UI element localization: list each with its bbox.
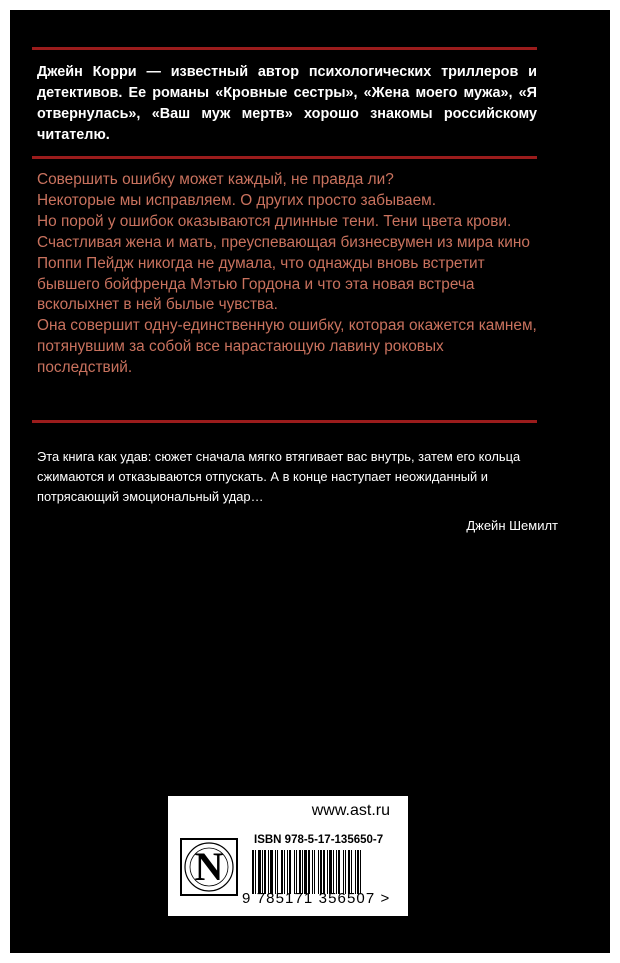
barcode-bar	[270, 850, 273, 894]
barcode-bar	[323, 850, 325, 894]
publisher-logo-icon	[180, 838, 238, 896]
barcode-bar	[312, 850, 313, 894]
barcode-bar	[299, 850, 301, 894]
isbn-label: ISBN 978-5-17-135650-7	[254, 834, 384, 846]
barcode-bar	[255, 850, 256, 894]
blurb-paragraph: Совершить ошибку может каждый, не правда ли?	[37, 171, 394, 188]
barcode-bar	[360, 850, 361, 894]
blurb-paragraph: Некоторые мы исправляем. О других просто забываем.	[37, 191, 437, 209]
barcode-bar	[333, 850, 334, 894]
barcode-bar	[294, 850, 295, 894]
barcode-bar	[329, 850, 332, 894]
barcode-panel	[168, 796, 408, 916]
ean-number: 9 785171 356507 >	[242, 890, 391, 907]
ean-barcode	[252, 850, 398, 894]
publisher-website: www.ast.ru	[311, 802, 390, 819]
middle-divider	[32, 156, 537, 159]
barcode-bar	[302, 850, 303, 894]
review-quote: Эта книга как удав: сюжет сначала мягко втягивает вас внутрь, затем его кольца сжимаются и отказываются отпускать. А в конце наступает неожиданный и потрясающий эмоциональный удар…	[37, 449, 521, 504]
barcode-bar	[318, 850, 319, 894]
barcode-bar	[287, 850, 288, 894]
bottom-divider	[32, 420, 537, 423]
author-bio: Джейн Корри — известный автор психологических триллеров и детективов. Ее романы «Кровные сестры», «Жена моего мужа», «Я отвернулась», «Ваш муж мертв» хорошо знакомы российскому читателю.	[37, 64, 537, 143]
barcode-bar	[327, 850, 328, 894]
top-divider	[32, 47, 537, 50]
barcode-bar	[345, 850, 346, 894]
barcode-bar	[357, 850, 359, 894]
barcode-bar	[277, 850, 278, 894]
barcode-bar	[314, 850, 315, 894]
barcode-bar	[275, 850, 276, 894]
barcode-bar	[252, 850, 254, 894]
barcode-bar	[348, 850, 350, 894]
barcode-bar	[296, 850, 297, 894]
blurb-paragraph: Но порой у ошибок оказываются длинные тени. Тени цвета крови.	[37, 212, 512, 230]
blurb-paragraph: Счастливая жена и мать, преуспевающая бизнесвумен из мира кино Поппи Пейдж никогда не думала, что однажды вновь встретит бывшего бойфренда Мэтью Гордона и что эта новая встреча всколыхнет в ней былые чувства.	[37, 233, 530, 314]
barcode-bar	[289, 850, 291, 894]
barcode-bar	[338, 850, 340, 894]
quote-author: Джейн Шемилт	[466, 518, 558, 533]
blurb-paragraph: Она совершит одну-единственную ошибку, которая окажется камнем, потянувшим за собой все нарастающую лавину роковых последствий.	[37, 317, 537, 377]
barcode-bar	[308, 850, 310, 894]
barcode-bar	[268, 850, 269, 894]
barcode-bar	[351, 850, 352, 894]
barcode-bar	[281, 850, 283, 894]
barcode-bar	[304, 850, 307, 894]
barcode-bar	[264, 850, 266, 894]
back-cover	[10, 10, 610, 953]
logo-letter: N	[194, 844, 224, 889]
barcode-bar	[355, 850, 356, 894]
barcode-bar	[336, 850, 337, 894]
barcode-bar	[284, 850, 285, 894]
book-blurb	[37, 170, 542, 379]
barcode-bar	[258, 850, 261, 894]
barcode-bar	[343, 850, 344, 894]
barcode-bar	[262, 850, 263, 894]
barcode-bar	[320, 850, 322, 894]
